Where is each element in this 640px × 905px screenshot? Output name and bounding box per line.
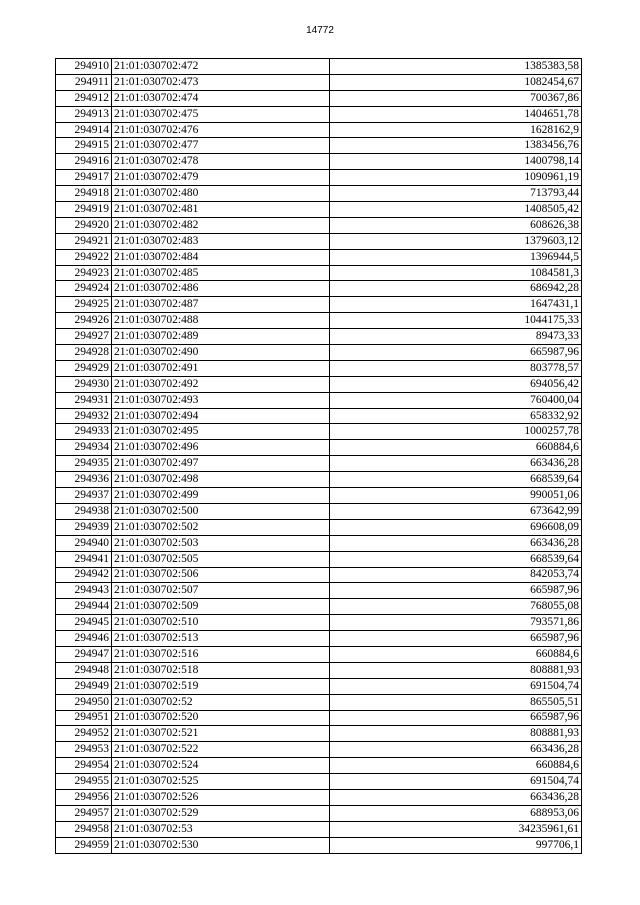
row-number-cell: 294929 bbox=[56, 360, 112, 376]
row-number-cell: 294959 bbox=[56, 837, 112, 853]
cadastral-number-cell: 21:01:030702:506 bbox=[112, 567, 330, 583]
cadastral-value-cell: 1044175,33 bbox=[330, 313, 582, 329]
row-number-cell: 294915 bbox=[56, 138, 112, 154]
cadastral-value-cell: 808881,93 bbox=[330, 726, 582, 742]
table-row bbox=[56, 106, 582, 122]
table-row bbox=[56, 376, 582, 392]
cadastral-value-cell: 1385383,58 bbox=[330, 59, 582, 75]
cadastral-value-cell: 665987,96 bbox=[330, 583, 582, 599]
row-number-cell: 294921 bbox=[56, 233, 112, 249]
row-number-cell: 294939 bbox=[56, 519, 112, 535]
row-number-cell: 294918 bbox=[56, 186, 112, 202]
table-row bbox=[56, 74, 582, 90]
cadastral-value-cell: 663436,28 bbox=[330, 742, 582, 758]
cadastral-value-cell: 700367,86 bbox=[330, 90, 582, 106]
cadastral-number-cell: 21:01:030702:482 bbox=[112, 217, 330, 233]
cadastral-number-cell: 21:01:030702:507 bbox=[112, 583, 330, 599]
cadastral-value-cell: 1408505,42 bbox=[330, 202, 582, 218]
table-row bbox=[56, 726, 582, 742]
cadastral-value-cell: 668539,64 bbox=[330, 551, 582, 567]
row-number-cell: 294928 bbox=[56, 345, 112, 361]
table-row bbox=[56, 615, 582, 631]
cadastral-number-cell: 21:01:030702:522 bbox=[112, 742, 330, 758]
row-number-cell: 294925 bbox=[56, 297, 112, 313]
row-number-cell: 294927 bbox=[56, 329, 112, 345]
cadastral-number-cell: 21:01:030702:472 bbox=[112, 59, 330, 75]
table-row bbox=[56, 631, 582, 647]
cadastral-value-cell: 663436,28 bbox=[330, 789, 582, 805]
row-number-cell: 294948 bbox=[56, 662, 112, 678]
table-row bbox=[56, 424, 582, 440]
row-number-cell: 294942 bbox=[56, 567, 112, 583]
row-number-cell: 294930 bbox=[56, 376, 112, 392]
table-row bbox=[56, 122, 582, 138]
cadastral-number-cell: 21:01:030702:479 bbox=[112, 170, 330, 186]
table-row bbox=[56, 233, 582, 249]
table-row bbox=[56, 519, 582, 535]
cadastral-number-cell: 21:01:030702:530 bbox=[112, 837, 330, 853]
cadastral-number-cell: 21:01:030702:477 bbox=[112, 138, 330, 154]
cadastral-value-cell: 842053,74 bbox=[330, 567, 582, 583]
row-number-cell: 294957 bbox=[56, 805, 112, 821]
row-number-cell: 294920 bbox=[56, 217, 112, 233]
row-number-cell: 294933 bbox=[56, 424, 112, 440]
cadastral-value-cell: 1000257,78 bbox=[330, 424, 582, 440]
cadastral-value-cell: 686942,28 bbox=[330, 281, 582, 297]
cadastral-value-cell: 1379603,12 bbox=[330, 233, 582, 249]
row-number-cell: 294945 bbox=[56, 615, 112, 631]
cadastral-number-cell: 21:01:030702:493 bbox=[112, 392, 330, 408]
row-number-cell: 294926 bbox=[56, 313, 112, 329]
row-number-cell: 294937 bbox=[56, 488, 112, 504]
cadastral-number-cell: 21:01:030702:500 bbox=[112, 503, 330, 519]
table-row bbox=[56, 440, 582, 456]
row-number-cell: 294913 bbox=[56, 106, 112, 122]
table-row bbox=[56, 217, 582, 233]
row-number-cell: 294954 bbox=[56, 758, 112, 774]
row-number-cell: 294934 bbox=[56, 440, 112, 456]
table-row bbox=[56, 774, 582, 790]
cadastral-number-cell: 21:01:030702:481 bbox=[112, 202, 330, 218]
table-row bbox=[56, 281, 582, 297]
table-row bbox=[56, 662, 582, 678]
page-number: 14772 bbox=[306, 25, 334, 36]
cadastral-value-cell: 660884,6 bbox=[330, 440, 582, 456]
cadastral-number-cell: 21:01:030702:489 bbox=[112, 329, 330, 345]
cadastral-value-cell: 658332,92 bbox=[330, 408, 582, 424]
cadastral-number-cell: 21:01:030702:473 bbox=[112, 74, 330, 90]
cadastral-number-cell: 21:01:030702:496 bbox=[112, 440, 330, 456]
table-row bbox=[56, 646, 582, 662]
cadastral-value-cell: 660884,6 bbox=[330, 758, 582, 774]
table-row bbox=[56, 170, 582, 186]
row-number-cell: 294922 bbox=[56, 249, 112, 265]
cadastral-number-cell: 21:01:030702:503 bbox=[112, 535, 330, 551]
cadastral-value-cell: 713793,44 bbox=[330, 186, 582, 202]
cadastral-number-cell: 21:01:030702:497 bbox=[112, 456, 330, 472]
cadastral-value-cell: 688953,06 bbox=[330, 805, 582, 821]
table-row bbox=[56, 710, 582, 726]
cadastral-number-cell: 21:01:030702:483 bbox=[112, 233, 330, 249]
table-row bbox=[56, 186, 582, 202]
cadastral-value-cell: 691504,74 bbox=[330, 774, 582, 790]
cadastral-number-cell: 21:01:030702:510 bbox=[112, 615, 330, 631]
cadastral-value-cell: 1396944,5 bbox=[330, 249, 582, 265]
cadastral-value-cell: 665987,96 bbox=[330, 345, 582, 361]
cadastral-number-cell: 21:01:030702:487 bbox=[112, 297, 330, 313]
table-row bbox=[56, 583, 582, 599]
cadastral-value-cell: 660884,6 bbox=[330, 646, 582, 662]
row-number-cell: 294912 bbox=[56, 90, 112, 106]
cadastral-number-cell: 21:01:030702:509 bbox=[112, 599, 330, 615]
table-body bbox=[56, 59, 582, 854]
cadastral-number-cell: 21:01:030702:520 bbox=[112, 710, 330, 726]
cadastral-number-cell: 21:01:030702:476 bbox=[112, 122, 330, 138]
row-number-cell: 294943 bbox=[56, 583, 112, 599]
table-row bbox=[56, 265, 582, 281]
row-number-cell: 294911 bbox=[56, 74, 112, 90]
cadastral-number-cell: 21:01:030702:480 bbox=[112, 186, 330, 202]
cadastral-number-cell: 21:01:030702:488 bbox=[112, 313, 330, 329]
cadastral-number-cell: 21:01:030702:492 bbox=[112, 376, 330, 392]
row-number-cell: 294940 bbox=[56, 535, 112, 551]
cadastral-value-cell: 673642,99 bbox=[330, 503, 582, 519]
row-number-cell: 294932 bbox=[56, 408, 112, 424]
table-row bbox=[56, 837, 582, 853]
table-row bbox=[56, 488, 582, 504]
table-row bbox=[56, 392, 582, 408]
cadastral-value-cell: 760400,04 bbox=[330, 392, 582, 408]
cadastral-value-cell: 990051,06 bbox=[330, 488, 582, 504]
table-row bbox=[56, 360, 582, 376]
cadastral-value-cell: 694056,42 bbox=[330, 376, 582, 392]
cadastral-number-cell: 21:01:030702:519 bbox=[112, 678, 330, 694]
cadastral-value-cell: 768055,08 bbox=[330, 599, 582, 615]
row-number-cell: 294953 bbox=[56, 742, 112, 758]
cadastral-value-cell: 1082454,67 bbox=[330, 74, 582, 90]
row-number-cell: 294958 bbox=[56, 821, 112, 837]
row-number-cell: 294938 bbox=[56, 503, 112, 519]
cadastral-number-cell: 21:01:030702:516 bbox=[112, 646, 330, 662]
row-number-cell: 294914 bbox=[56, 122, 112, 138]
table-row bbox=[56, 758, 582, 774]
row-number-cell: 294950 bbox=[56, 694, 112, 710]
cadastral-value-table bbox=[55, 58, 582, 854]
cadastral-value-cell: 808881,93 bbox=[330, 662, 582, 678]
row-number-cell: 294949 bbox=[56, 678, 112, 694]
cadastral-number-cell: 21:01:030702:524 bbox=[112, 758, 330, 774]
table-row bbox=[56, 59, 582, 75]
cadastral-value-cell: 997706,1 bbox=[330, 837, 582, 853]
row-number-cell: 294947 bbox=[56, 646, 112, 662]
cadastral-value-cell: 1090961,19 bbox=[330, 170, 582, 186]
row-number-cell: 294924 bbox=[56, 281, 112, 297]
cadastral-number-cell: 21:01:030702:499 bbox=[112, 488, 330, 504]
row-number-cell: 294941 bbox=[56, 551, 112, 567]
cadastral-value-cell: 1383456,76 bbox=[330, 138, 582, 154]
table-row bbox=[56, 742, 582, 758]
row-number-cell: 294931 bbox=[56, 392, 112, 408]
cadastral-number-cell: 21:01:030702:474 bbox=[112, 90, 330, 106]
cadastral-number-cell: 21:01:030702:526 bbox=[112, 789, 330, 805]
cadastral-value-cell: 803778,57 bbox=[330, 360, 582, 376]
row-number-cell: 294955 bbox=[56, 774, 112, 790]
cadastral-value-cell: 663436,28 bbox=[330, 535, 582, 551]
cadastral-number-cell: 21:01:030702:518 bbox=[112, 662, 330, 678]
table-row bbox=[56, 297, 582, 313]
cadastral-number-cell: 21:01:030702:525 bbox=[112, 774, 330, 790]
cadastral-number-cell: 21:01:030702:494 bbox=[112, 408, 330, 424]
cadastral-number-cell: 21:01:030702:529 bbox=[112, 805, 330, 821]
table-row bbox=[56, 789, 582, 805]
table-row bbox=[56, 345, 582, 361]
row-number-cell: 294910 bbox=[56, 59, 112, 75]
cadastral-value-cell: 1647431,1 bbox=[330, 297, 582, 313]
cadastral-value-cell: 696608,09 bbox=[330, 519, 582, 535]
table-row bbox=[56, 408, 582, 424]
row-number-cell: 294952 bbox=[56, 726, 112, 742]
cadastral-value-cell: 1628162,9 bbox=[330, 122, 582, 138]
cadastral-number-cell: 21:01:030702:502 bbox=[112, 519, 330, 535]
cadastral-value-cell: 608626,38 bbox=[330, 217, 582, 233]
row-number-cell: 294916 bbox=[56, 154, 112, 170]
cadastral-value-cell: 865505,51 bbox=[330, 694, 582, 710]
table-row bbox=[56, 202, 582, 218]
cadastral-number-cell: 21:01:030702:53 bbox=[112, 821, 330, 837]
cadastral-number-cell: 21:01:030702:490 bbox=[112, 345, 330, 361]
cadastral-number-cell: 21:01:030702:478 bbox=[112, 154, 330, 170]
table-row bbox=[56, 249, 582, 265]
cadastral-value-cell: 793571,86 bbox=[330, 615, 582, 631]
cadastral-value-cell: 663436,28 bbox=[330, 456, 582, 472]
row-number-cell: 294917 bbox=[56, 170, 112, 186]
cadastral-number-cell: 21:01:030702:491 bbox=[112, 360, 330, 376]
row-number-cell: 294923 bbox=[56, 265, 112, 281]
cadastral-value-cell: 89473,33 bbox=[330, 329, 582, 345]
cadastral-number-cell: 21:01:030702:486 bbox=[112, 281, 330, 297]
cadastral-number-cell: 21:01:030702:52 bbox=[112, 694, 330, 710]
row-number-cell: 294935 bbox=[56, 456, 112, 472]
cadastral-number-cell: 21:01:030702:505 bbox=[112, 551, 330, 567]
table-row bbox=[56, 138, 582, 154]
cadastral-value-cell: 668539,64 bbox=[330, 472, 582, 488]
cadastral-value-cell: 1400798,14 bbox=[330, 154, 582, 170]
cadastral-number-cell: 21:01:030702:521 bbox=[112, 726, 330, 742]
cadastral-value-cell: 665987,96 bbox=[330, 710, 582, 726]
cadastral-number-cell: 21:01:030702:498 bbox=[112, 472, 330, 488]
cadastral-number-cell: 21:01:030702:475 bbox=[112, 106, 330, 122]
table-row bbox=[56, 503, 582, 519]
table-row bbox=[56, 313, 582, 329]
row-number-cell: 294944 bbox=[56, 599, 112, 615]
table-row bbox=[56, 805, 582, 821]
row-number-cell: 294946 bbox=[56, 631, 112, 647]
table-row bbox=[56, 694, 582, 710]
row-number-cell: 294919 bbox=[56, 202, 112, 218]
row-number-cell: 294956 bbox=[56, 789, 112, 805]
cadastral-value-cell: 665987,96 bbox=[330, 631, 582, 647]
cadastral-number-cell: 21:01:030702:485 bbox=[112, 265, 330, 281]
row-number-cell: 294951 bbox=[56, 710, 112, 726]
cadastral-number-cell: 21:01:030702:484 bbox=[112, 249, 330, 265]
table-row bbox=[56, 599, 582, 615]
table-row bbox=[56, 90, 582, 106]
cadastral-value-cell: 691504,74 bbox=[330, 678, 582, 694]
table-row bbox=[56, 456, 582, 472]
cadastral-number-cell: 21:01:030702:513 bbox=[112, 631, 330, 647]
cadastral-value-cell: 34235961,61 bbox=[330, 821, 582, 837]
cadastral-number-cell: 21:01:030702:495 bbox=[112, 424, 330, 440]
row-number-cell: 294936 bbox=[56, 472, 112, 488]
table-row bbox=[56, 535, 582, 551]
table-row bbox=[56, 551, 582, 567]
cadastral-value-cell: 1084581,3 bbox=[330, 265, 582, 281]
table-row bbox=[56, 678, 582, 694]
table-row bbox=[56, 821, 582, 837]
table-row bbox=[56, 329, 582, 345]
cadastral-value-cell: 1404651,78 bbox=[330, 106, 582, 122]
table-row bbox=[56, 472, 582, 488]
table-row bbox=[56, 567, 582, 583]
table-row bbox=[56, 154, 582, 170]
